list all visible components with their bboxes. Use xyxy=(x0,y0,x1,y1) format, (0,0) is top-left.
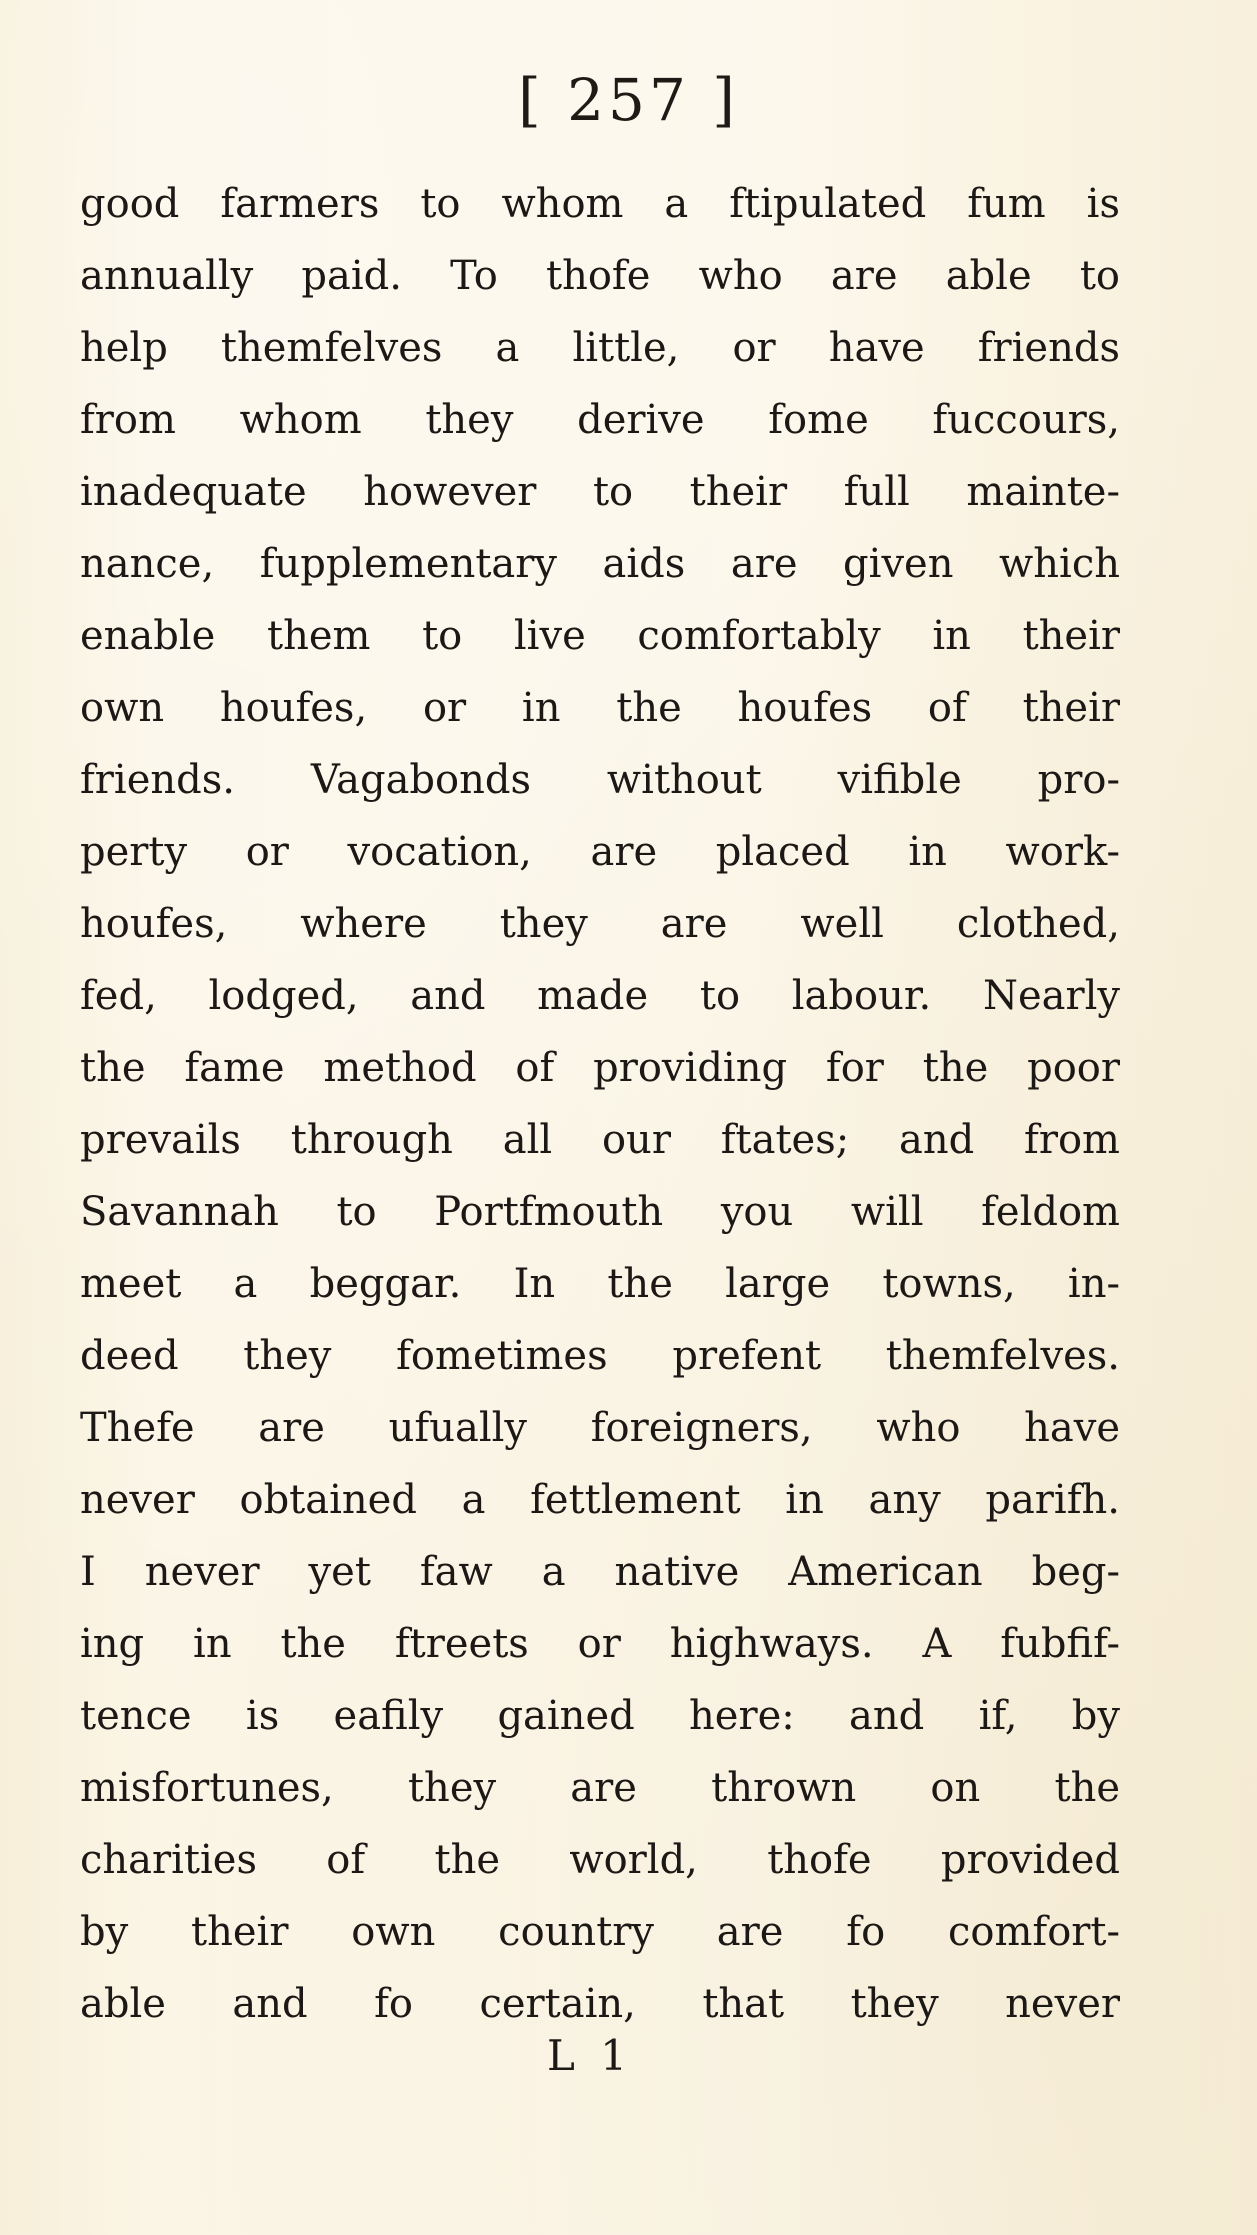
text-line: tence is eafily gained here: and if, by xyxy=(80,1693,1120,1739)
text-line: Savannah to Portfmouth you will feldom xyxy=(80,1189,1120,1235)
text-line: inadequate however to their full mainte- xyxy=(80,469,1120,515)
text-line: I never yet faw a native American beg- xyxy=(80,1549,1120,1595)
text-line: perty or vocation, are placed in work- xyxy=(80,829,1120,875)
text-line: Thefe are ufually foreigners, who have xyxy=(80,1405,1120,1451)
text-line: help themfelves a little, or have friends xyxy=(80,325,1120,371)
text-line: fed, lodged, and made to labour. Nearly xyxy=(80,973,1120,1019)
text-line: never obtained a fettlement in any parifh. xyxy=(80,1477,1120,1523)
text-line: prevails through all our ftates; and from xyxy=(80,1117,1120,1163)
text-line: annually paid. To thofe who are able to xyxy=(80,253,1120,299)
text-line: charities of the world, thofe provided xyxy=(80,1837,1120,1883)
text-line: friends. Vagabonds without vifible pro- xyxy=(80,757,1120,803)
catchword-signature: L 1 xyxy=(547,2031,633,2080)
text-line: own houfes, or in the houfes of their xyxy=(80,685,1120,731)
body-text xyxy=(80,168,1120,2040)
text-line: good farmers to whom a ftipulated fum is xyxy=(80,181,1120,227)
text-line: by their own country are fo comfort- xyxy=(80,1909,1120,1955)
text-line: enable them to live comfortably in their xyxy=(80,613,1120,659)
text-line: nance, fupplementary aids are given which xyxy=(80,541,1120,587)
page-number-header: [ 257 ] xyxy=(518,66,739,134)
text-line: able and fo certain, that they never xyxy=(80,1981,1120,2027)
text-line: the fame method of providing for the poor xyxy=(80,1045,1120,1091)
text-line: houfes, where they are well clothed, xyxy=(80,901,1120,947)
text-line: meet a beggar. In the large towns, in- xyxy=(80,1261,1120,1307)
text-line: ing in the ftreets or highways. A fubfif- xyxy=(80,1621,1120,1667)
text-line: deed they fometimes prefent themfelves. xyxy=(80,1333,1120,1379)
text-line: from whom they derive fome fuccours, xyxy=(80,397,1120,443)
text-line: misfortunes, they are thrown on the xyxy=(80,1765,1120,1811)
